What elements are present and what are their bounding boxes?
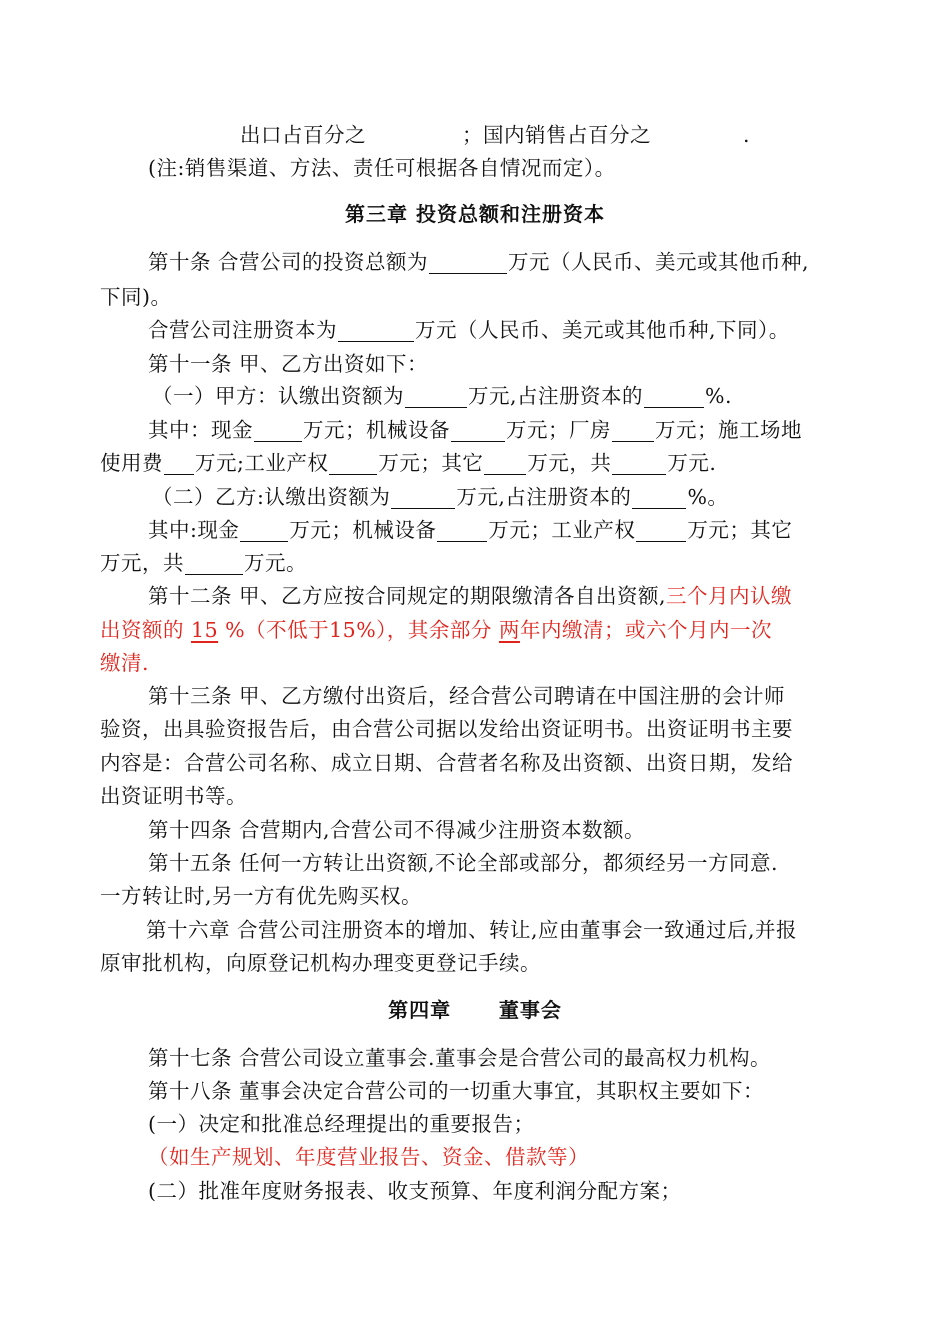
- board-power-item-2: (二）批准年度财务报表、收支预算、年度利润分配方案；: [148, 1179, 682, 1203]
- b-cash-label: 其中:现金: [148, 518, 240, 542]
- subscribed-label: 出资额的: [100, 618, 192, 642]
- export-sales-line: [240, 123, 950, 147]
- article-16-line-2: 原审批机构，向原登记机构办理变更登记手续。: [100, 951, 541, 975]
- chapter-4-heading: 第四章 董事会: [388, 998, 562, 1022]
- payment-terms: 年内缴清；或六个月内一次: [519, 618, 772, 642]
- chapter-3-heading: 第三章 投资总额和注册资本: [345, 202, 605, 226]
- cash-blank: [254, 421, 302, 442]
- domestic-share-label: ；国内销售占百分之: [462, 123, 651, 147]
- party-a-percent-blank: [644, 387, 704, 408]
- board-power-item-1-note: （如生产规划、年度营业报告、资金、借款等）: [148, 1145, 589, 1169]
- article-10-currency: 万元（人民币、美元或其他币种,: [508, 250, 810, 274]
- line-end-period: .: [743, 123, 751, 147]
- plant-blank: [612, 421, 654, 442]
- party-a-amount-blank: [405, 387, 467, 408]
- other-label: 万元；其它: [378, 451, 484, 475]
- b-cash-blank: [240, 521, 288, 542]
- party-a-label: （一）甲方：认缴出资额为: [152, 384, 404, 408]
- remaining-label: %（不低于15%），其余部分: [218, 618, 499, 642]
- article-12-line-3: 缴清.: [100, 651, 150, 675]
- payment-years: 两: [498, 618, 520, 642]
- total-investment-blank: [429, 253, 507, 274]
- party-a-percent-sign: %.: [705, 384, 733, 408]
- b-ip-label: 万元；工业产权: [488, 518, 636, 542]
- other-blank: [484, 454, 526, 475]
- b-ip-blank: [636, 521, 686, 542]
- party-b-contribution: [152, 485, 904, 509]
- party-b-share-label: 万元,占注册资本的: [456, 485, 632, 509]
- party-b-amount-blank: [391, 488, 455, 509]
- machinery-label: 万元；机械设备: [303, 418, 450, 442]
- article-15-line-2: 一方转让时,另一方有优先购买权。: [100, 884, 423, 908]
- article-12-text: 第十二条 甲、乙方应按合同规定的期限缴清各自出资额,: [148, 584, 667, 608]
- b-machinery-blank: [437, 521, 487, 542]
- registered-capital-text: 合营公司注册资本为: [148, 318, 337, 342]
- registered-capital-blank: [338, 321, 414, 342]
- registered-capital-line: [148, 318, 900, 342]
- party-a-detail-line-2: [100, 451, 852, 475]
- plant-label: 万元；厂房: [506, 418, 611, 442]
- b-machinery-label: 万元；机械设备: [289, 518, 437, 542]
- total-unit: 万元.: [667, 451, 717, 475]
- article-10-text: 第十条 合营公司的投资总额为: [148, 250, 429, 274]
- cash-label: 其中：现金: [148, 418, 253, 442]
- b-other-label: 万元；其它: [687, 518, 793, 542]
- machinery-blank: [451, 421, 505, 442]
- party-b-percent-sign: %。: [687, 485, 729, 509]
- party-a-contribution: [152, 384, 904, 408]
- article-13-line-1: 第十三条 甲、乙方缴付出资后，经合营公司聘请在中国注册的会计师: [148, 684, 786, 708]
- article-13-line-2: 验资，出具验资报告后，由合营公司据以发给出资证明书。出资证明书主要: [100, 717, 793, 741]
- article-11: 第十一条 甲、乙方出资如下：: [148, 352, 429, 376]
- usage-fee-blank: [164, 454, 194, 475]
- site-label: 万元；施工场地: [655, 418, 802, 442]
- total-blank: [612, 454, 666, 475]
- article-12-line-1: [148, 584, 900, 608]
- ip-label: 万元;工业产权: [195, 451, 329, 475]
- article-13-line-4: 出资证明书等。: [100, 784, 247, 808]
- article-12-highlight: 三个月内认缴: [666, 584, 793, 608]
- board-power-item-1: (一）决定和批准总经理提出的重要报告；: [148, 1112, 535, 1136]
- party-b-percent-blank: [632, 488, 686, 509]
- ip-blank: [329, 454, 377, 475]
- b-total-blank: [185, 554, 243, 575]
- registered-capital-currency: 万元（人民币、美元或其他币种,下同）。: [415, 318, 790, 342]
- export-share-label: 出口占百分之: [240, 123, 366, 147]
- article-10-line-1: [148, 250, 900, 274]
- sales-channel-note: (注:销售渠道、方法、责任可根据各自情况而定）。: [148, 156, 616, 180]
- article-15-line-1: 第十五条 任何一方转让出资额,不论全部或部分，都须经另一方同意.: [148, 851, 779, 875]
- total-label: 万元，共: [527, 451, 612, 475]
- party-a-detail-line-1: [148, 418, 900, 442]
- b-total-unit: 万元。: [244, 551, 307, 575]
- article-13-line-3: 内容是：合营公司名称、成立日期、合营者名称及出资额、出资日期，发给: [100, 751, 793, 775]
- article-18: 第十八条 董事会决定合营公司的一切重大事宜，其职权主要如下：: [148, 1079, 765, 1103]
- article-17: 第十七条 合营公司设立董事会.董事会是合营公司的最高权力机构。: [148, 1046, 772, 1070]
- party-b-detail-line-2: [100, 551, 852, 575]
- article-14: 第十四条 合营期内,合营公司不得减少注册资本数额。: [148, 818, 646, 842]
- first-payment-percent: 15: [191, 618, 219, 642]
- usage-fee-label: 使用费: [100, 451, 163, 475]
- b-total-label: 万元，共: [100, 551, 184, 575]
- article-12-line-2: [100, 618, 852, 642]
- party-b-detail-line-1: [148, 518, 900, 542]
- article-16-line-1: 第十六章 合营公司注册资本的增加、转让,应由董事会一致通过后,并报: [146, 918, 798, 942]
- party-b-label: （二）乙方:认缴出资额为: [152, 485, 391, 509]
- party-a-share-label: 万元,占注册资本的: [468, 384, 644, 408]
- article-10-line-2: 下同)。: [100, 285, 172, 309]
